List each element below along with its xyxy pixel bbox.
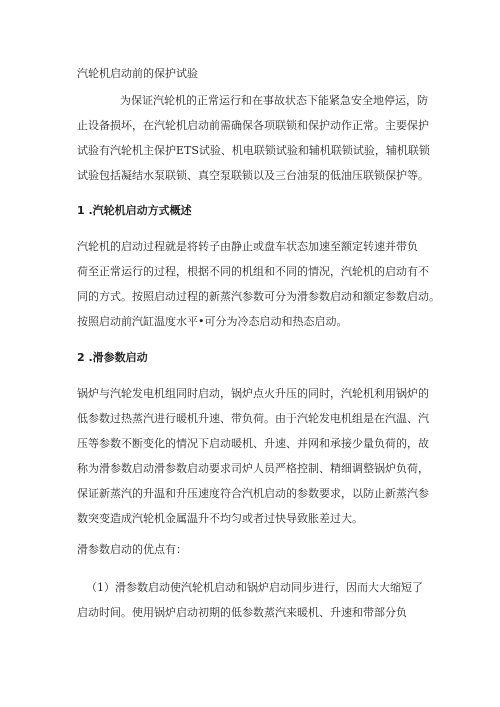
- section-1-heading: 1 .汽轮机启动方式概述: [77, 204, 192, 217]
- section-2-line: 保证新蒸汽的升温和升压速度符合汽机启动的参数要求，以防止新蒸汽参: [77, 487, 429, 500]
- intro-paragraph: [77, 88, 437, 188]
- intro-line: 为保证汽轮机的正常运行和在事故状态下能紧急安全地停运，防: [120, 94, 428, 107]
- section-2-line: 数突变造成汽轮机金属温升不均匀或者过快导致胀差过大。: [77, 512, 363, 525]
- document-title: 汽轮机启动前的保护试验: [77, 67, 198, 80]
- intro-line: 试验有汽轮机主保护ETS试验、机电联锁试验和辅机联锁试验，辅机联锁: [77, 144, 430, 157]
- section-1-line: 荷至正常运行的过程，根据不同的机组和不同的情况，汽轮机的启动有不: [77, 265, 429, 278]
- section-1-line: 同的方式。按照启动过程的新蒸汽参数可分为滑参数启动和额定参数启动。: [77, 290, 440, 303]
- section-2-paragraph: [77, 381, 437, 531]
- section-2-line: 压等参数不断变化的情况下启动暖机、升速、并网和承接少量负荷的，故: [77, 437, 429, 450]
- intro-line: 止设备损坏，在汽轮机启动前需确保各项联锁和保护动作正常。主要保护: [77, 119, 429, 132]
- section-1-line: 按照启动前汽缸温度水平•可分为冷态启动和热态启动。: [77, 315, 348, 328]
- advantage-1-line: 启动时间。使用锅炉启动初期的低参数蒸汽来暖机、升速和带部分负: [77, 606, 407, 619]
- section-2-line: 锅炉与汽轮发电机组同时启动，锅炉点火升压的同时，汽轮机利用锅炉的: [77, 387, 429, 400]
- advantage-1-line: （1）滑参数启动使汽轮机启动和锅炉启动同步进行，因而大大缩短了: [86, 581, 423, 594]
- intro-line: 试验包括凝结水泵联锁、真空泵联锁以及三台油泵的低油压联锁保护等。: [77, 169, 429, 182]
- advantages-label: 滑参数启动的优点有：: [77, 543, 187, 556]
- section-2-heading: 2 .滑参数启动: [77, 351, 148, 364]
- section-2-line: 低参数过热蒸汽进行暖机升速、带负荷。由于汽轮发电机组是在汽温、汽: [77, 412, 429, 425]
- advantage-1-paragraph: [77, 575, 437, 625]
- section-1-paragraph: [77, 234, 440, 334]
- section-1-line: 汽轮机的启动过程就是将转子由静止或盘车状态加速至额定转速并带负: [77, 240, 418, 253]
- section-2-line: 称为滑参数启动滑参数启动要求司炉人员严格控制、精细调整锅炉负荷，: [77, 462, 429, 475]
